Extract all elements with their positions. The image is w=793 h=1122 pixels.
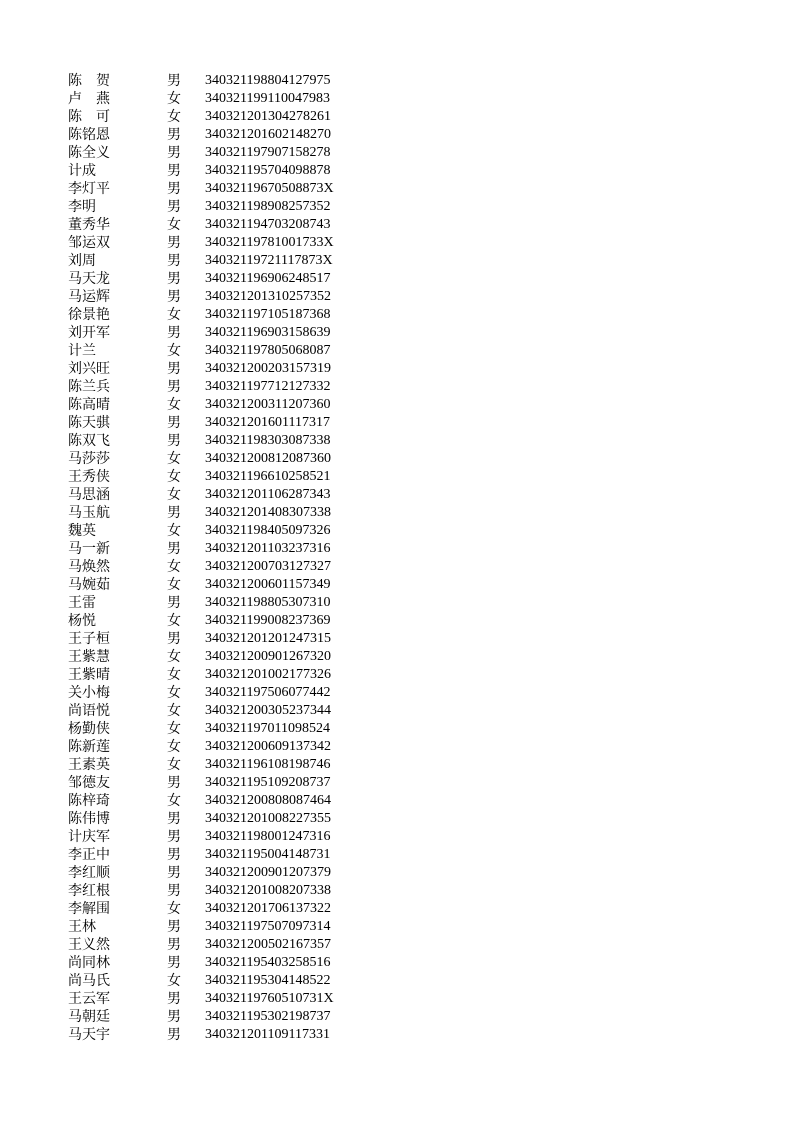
id-number-cell: 340321198303087338 [205, 433, 331, 448]
table-row [0, 738, 793, 756]
id-number-cell: 340321200502167357 [205, 937, 331, 952]
sex-cell: 女 [167, 307, 181, 323]
sex-cell: 女 [167, 469, 181, 485]
id-number-cell: 340321198804127975 [205, 73, 331, 88]
sex-cell: 男 [167, 379, 181, 395]
sex-cell: 男 [167, 919, 181, 935]
table-row [0, 432, 793, 450]
table-row [0, 684, 793, 702]
name-cell: 马天龙 [68, 271, 110, 287]
table-row [0, 576, 793, 594]
id-number-cell: 340321199110047983 [205, 91, 330, 106]
id-number-cell: 340321201103237316 [205, 541, 331, 556]
table-row [0, 864, 793, 882]
name-cell: 计兰 [68, 343, 96, 359]
name-cell: 王云军 [68, 991, 110, 1007]
sex-cell: 男 [167, 145, 181, 161]
id-number-cell: 340321196108198746 [205, 757, 331, 772]
table-row [0, 180, 793, 198]
name-cell: 王紫慧 [68, 649, 110, 665]
sex-cell: 男 [167, 631, 181, 647]
sex-cell: 女 [167, 91, 181, 107]
table-row [0, 450, 793, 468]
sex-cell: 男 [167, 127, 181, 143]
name-cell: 马莎莎 [68, 451, 110, 467]
table-row [0, 396, 793, 414]
sex-cell: 男 [167, 1027, 181, 1043]
name-cell: 卢 燕 [68, 91, 110, 107]
sex-cell: 男 [167, 505, 181, 521]
table-row [0, 342, 793, 360]
id-number-cell: 340321197507097314 [205, 919, 331, 934]
name-cell: 李灯平 [68, 181, 110, 197]
id-number-cell: 340321201304278261 [205, 109, 331, 124]
sex-cell: 女 [167, 397, 181, 413]
id-number-cell: 340321197805068087 [205, 343, 331, 358]
table-row [0, 720, 793, 738]
name-cell: 王秀侠 [68, 469, 110, 485]
sex-cell: 女 [167, 757, 181, 773]
sex-cell: 男 [167, 361, 181, 377]
sex-cell: 男 [167, 73, 181, 89]
name-cell: 陈兰兵 [68, 379, 110, 395]
table-row [0, 810, 793, 828]
id-number-cell: 340321201106287343 [205, 487, 331, 502]
id-number-cell: 340321201201247315 [205, 631, 331, 646]
id-number-cell: 34032119721117873X [205, 253, 333, 268]
sex-cell: 女 [167, 793, 181, 809]
table-row [0, 990, 793, 1008]
table-row [0, 108, 793, 126]
table-row [0, 540, 793, 558]
id-number-cell: 340321197105187368 [205, 307, 331, 322]
sex-cell: 男 [167, 829, 181, 845]
sex-cell: 男 [167, 883, 181, 899]
sex-cell: 男 [167, 865, 181, 881]
name-cell: 马婉茹 [68, 577, 110, 593]
name-cell: 邹运双 [68, 235, 110, 251]
id-number-cell: 340321201408307338 [205, 505, 331, 520]
table-row [0, 828, 793, 846]
table-row [0, 504, 793, 522]
sex-cell: 男 [167, 415, 181, 431]
name-cell: 马天宇 [68, 1027, 110, 1043]
sex-cell: 男 [167, 253, 181, 269]
sex-cell: 男 [167, 235, 181, 251]
table-row [0, 252, 793, 270]
id-number-cell: 340321200812087360 [205, 451, 331, 466]
table-row [0, 1026, 793, 1044]
table-row [0, 288, 793, 306]
sex-cell: 男 [167, 991, 181, 1007]
name-cell: 陈高晴 [68, 397, 110, 413]
record-table [0, 72, 793, 1044]
table-row [0, 522, 793, 540]
name-cell: 马一新 [68, 541, 110, 557]
name-cell: 李明 [68, 199, 96, 215]
id-number-cell: 34032119781001733X [205, 235, 334, 250]
name-cell: 马焕然 [68, 559, 110, 575]
table-row [0, 900, 793, 918]
sex-cell: 女 [167, 901, 181, 917]
id-number-cell: 340321196903158639 [205, 325, 331, 340]
id-number-cell: 340321198001247316 [205, 829, 331, 844]
sex-cell: 女 [167, 343, 181, 359]
table-row [0, 306, 793, 324]
name-cell: 刘周 [68, 253, 96, 269]
sex-cell: 男 [167, 1009, 181, 1025]
sex-cell: 女 [167, 739, 181, 755]
sex-cell: 男 [167, 811, 181, 827]
sex-cell: 男 [167, 163, 181, 179]
sex-cell: 女 [167, 685, 181, 701]
sex-cell: 女 [167, 217, 181, 233]
id-number-cell: 340321195304148522 [205, 973, 331, 988]
table-row [0, 882, 793, 900]
table-row [0, 702, 793, 720]
id-number-cell: 34032119670508873X [205, 181, 334, 196]
name-cell: 王雷 [68, 595, 96, 611]
table-row [0, 756, 793, 774]
name-cell: 王林 [68, 919, 96, 935]
id-number-cell: 340321198805307310 [205, 595, 331, 610]
table-row [0, 90, 793, 108]
id-number-cell: 340321200901207379 [205, 865, 331, 880]
name-cell: 陈全义 [68, 145, 110, 161]
table-row [0, 954, 793, 972]
id-number-cell: 340321195302198737 [205, 1009, 331, 1024]
id-number-cell: 340321200703127327 [205, 559, 331, 574]
id-number-cell: 340321197712127332 [205, 379, 331, 394]
name-cell: 陈天骐 [68, 415, 110, 431]
table-row [0, 216, 793, 234]
name-cell: 王义然 [68, 937, 110, 953]
name-cell: 王素英 [68, 757, 110, 773]
name-cell: 尚语悦 [68, 703, 110, 719]
sex-cell: 男 [167, 775, 181, 791]
id-number-cell: 340321196906248517 [205, 271, 331, 286]
id-number-cell: 340321195403258516 [205, 955, 331, 970]
sex-cell: 女 [167, 721, 181, 737]
sex-cell: 男 [167, 541, 181, 557]
name-cell: 陈伟博 [68, 811, 110, 827]
table-row [0, 72, 793, 90]
name-cell: 陈梓琦 [68, 793, 110, 809]
table-row [0, 468, 793, 486]
name-cell: 尚马氏 [68, 973, 110, 989]
id-number-cell: 340321201002177326 [205, 667, 331, 682]
id-number-cell: 340321197907158278 [205, 145, 331, 160]
id-number-cell: 340321201706137322 [205, 901, 331, 916]
name-cell: 李红顺 [68, 865, 110, 881]
sex-cell: 男 [167, 433, 181, 449]
name-cell: 陈 可 [68, 109, 110, 125]
table-row [0, 1008, 793, 1026]
name-cell: 尚同林 [68, 955, 110, 971]
name-cell: 李正中 [68, 847, 110, 863]
sex-cell: 女 [167, 613, 181, 629]
id-number-cell: 340321200901267320 [205, 649, 331, 664]
table-row [0, 162, 793, 180]
id-number-cell: 340321198405097326 [205, 523, 331, 538]
sex-cell: 女 [167, 487, 181, 503]
sex-cell: 女 [167, 703, 181, 719]
id-number-cell: 340321200305237344 [205, 703, 331, 718]
name-cell: 马朝廷 [68, 1009, 110, 1025]
sex-cell: 女 [167, 451, 181, 467]
sex-cell: 男 [167, 325, 181, 341]
table-row [0, 360, 793, 378]
id-number-cell: 340321201602148270 [205, 127, 331, 142]
id-number-cell: 340321200609137342 [205, 739, 331, 754]
sex-cell: 男 [167, 199, 181, 215]
name-cell: 李红根 [68, 883, 110, 899]
name-cell: 王子桓 [68, 631, 110, 647]
id-number-cell: 340321201008207338 [205, 883, 331, 898]
name-cell: 陈新莲 [68, 739, 110, 755]
table-row [0, 774, 793, 792]
id-number-cell: 340321200601157349 [205, 577, 331, 592]
id-number-cell: 340321201310257352 [205, 289, 331, 304]
name-cell: 王紫晴 [68, 667, 110, 683]
name-cell: 徐景艳 [68, 307, 110, 323]
table-row [0, 234, 793, 252]
id-number-cell: 340321201109117331 [205, 1027, 330, 1042]
table-row [0, 630, 793, 648]
id-number-cell: 340321200311207360 [205, 397, 331, 412]
table-row [0, 558, 793, 576]
sex-cell: 女 [167, 667, 181, 683]
table-row [0, 648, 793, 666]
name-cell: 计庆军 [68, 829, 110, 845]
id-number-cell: 340321200203157319 [205, 361, 331, 376]
id-number-cell: 340321195704098878 [205, 163, 331, 178]
name-cell: 杨勤侠 [68, 721, 110, 737]
name-cell: 李解围 [68, 901, 110, 917]
table-row [0, 486, 793, 504]
table-row [0, 972, 793, 990]
name-cell: 陈双飞 [68, 433, 110, 449]
name-cell: 关小梅 [68, 685, 110, 701]
table-row [0, 612, 793, 630]
sex-cell: 男 [167, 595, 181, 611]
sex-cell: 女 [167, 577, 181, 593]
name-cell: 马思涵 [68, 487, 110, 503]
sex-cell: 女 [167, 109, 181, 125]
name-cell: 马运辉 [68, 289, 110, 305]
name-cell: 杨悦 [68, 613, 96, 629]
table-row [0, 378, 793, 396]
name-cell: 刘开军 [68, 325, 110, 341]
name-cell: 陈 贺 [68, 73, 110, 89]
sex-cell: 男 [167, 181, 181, 197]
name-cell: 魏英 [68, 523, 96, 539]
name-cell: 马玉航 [68, 505, 110, 521]
name-cell: 董秀华 [68, 217, 110, 233]
id-number-cell: 340321195109208737 [205, 775, 331, 790]
table-row [0, 324, 793, 342]
table-row [0, 936, 793, 954]
id-number-cell: 340321198908257352 [205, 199, 331, 214]
name-cell: 邹德友 [68, 775, 110, 791]
name-cell: 计成 [68, 163, 96, 179]
table-row [0, 414, 793, 432]
sex-cell: 男 [167, 847, 181, 863]
table-row [0, 126, 793, 144]
id-number-cell: 340321197506077442 [205, 685, 331, 700]
name-cell: 陈铭恩 [68, 127, 110, 143]
table-row [0, 666, 793, 684]
id-number-cell: 34032119760510731X [205, 991, 334, 1006]
sex-cell: 男 [167, 955, 181, 971]
sex-cell: 男 [167, 271, 181, 287]
name-cell: 刘兴旺 [68, 361, 110, 377]
table-row [0, 144, 793, 162]
id-number-cell: 340321194703208743 [205, 217, 331, 232]
sex-cell: 女 [167, 559, 181, 575]
sex-cell: 女 [167, 523, 181, 539]
sex-cell: 男 [167, 289, 181, 305]
table-row [0, 594, 793, 612]
id-number-cell: 340321197011098524 [205, 721, 330, 736]
table-row [0, 918, 793, 936]
id-number-cell: 340321196610258521 [205, 469, 331, 484]
id-number-cell: 340321199008237369 [205, 613, 331, 628]
sex-cell: 男 [167, 937, 181, 953]
sex-cell: 女 [167, 973, 181, 989]
table-row [0, 198, 793, 216]
table-row [0, 846, 793, 864]
id-number-cell: 340321201601117317 [205, 415, 330, 430]
table-row [0, 270, 793, 288]
id-number-cell: 340321200808087464 [205, 793, 331, 808]
id-number-cell: 340321201008227355 [205, 811, 331, 826]
id-number-cell: 340321195004148731 [205, 847, 331, 862]
sex-cell: 女 [167, 649, 181, 665]
table-row [0, 792, 793, 810]
